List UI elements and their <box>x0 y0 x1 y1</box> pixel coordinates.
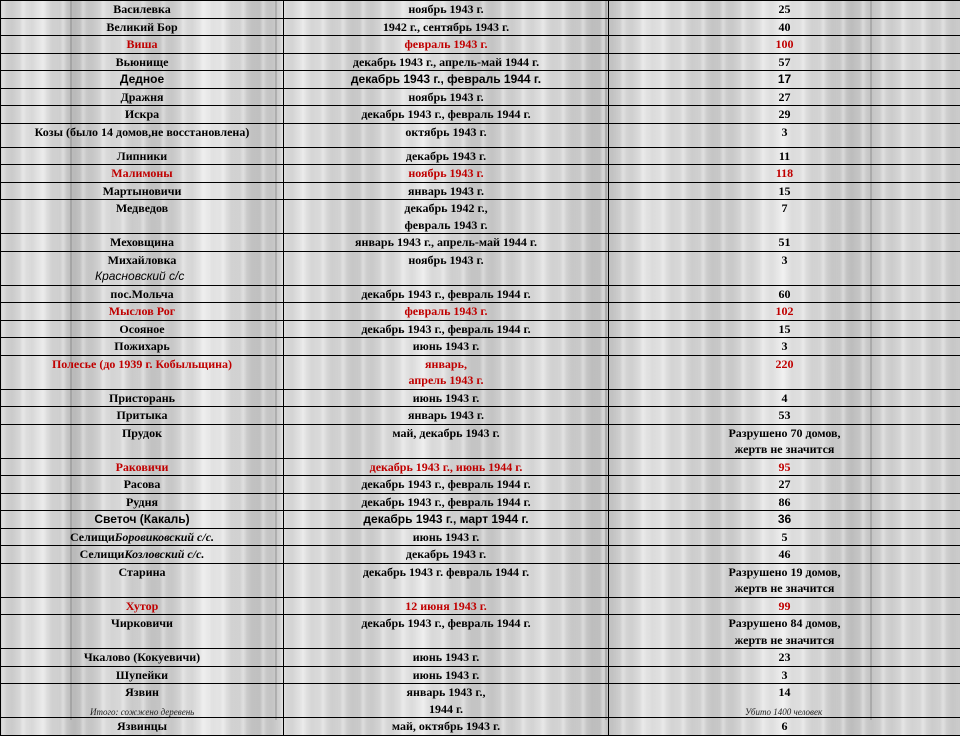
victims-cell <box>609 546 960 564</box>
village-name: Козы (было 14 домов,не восстановлена) <box>35 125 250 139</box>
victims-count: 57 <box>611 54 958 71</box>
village-name: Мыслов Рог <box>109 304 175 318</box>
table-row <box>1 546 960 564</box>
village-name: Старина <box>118 565 165 579</box>
burn-date: январь, <box>286 356 606 373</box>
village-name-cell <box>1 407 284 425</box>
burn-date: декабрь 1943 г., февраль 1944 г. <box>286 615 606 632</box>
table-row <box>1 251 960 285</box>
burn-date-cell <box>284 106 609 124</box>
burn-date-cell <box>284 476 609 494</box>
victims-cell <box>609 106 960 124</box>
village-name: Рудня <box>126 495 158 509</box>
village-name-cell <box>1 511 284 529</box>
burn-date: декабрь 1942 г., <box>286 200 606 217</box>
victims-count: 95 <box>611 459 958 476</box>
village-name: Светоч (Какаль) <box>94 512 189 526</box>
burn-date-cell <box>284 88 609 106</box>
victims-cell <box>609 88 960 106</box>
village-name-cell <box>1 528 284 546</box>
burn-date-cell <box>284 511 609 529</box>
burn-date-cell <box>284 338 609 356</box>
burn-date-cell <box>284 234 609 252</box>
village-name-cell <box>1 389 284 407</box>
village-name-cell <box>1 320 284 338</box>
victims-count: 46 <box>611 546 958 563</box>
burn-date: январь 1943 г. <box>286 183 606 200</box>
village-council: Красновский с/с <box>3 268 281 285</box>
burn-date-cell <box>284 493 609 511</box>
burn-date: ноябрь 1943 г. <box>286 165 606 182</box>
table-row <box>1 511 960 529</box>
victims-cell <box>609 165 960 183</box>
village-name-cell <box>1 88 284 106</box>
burn-date: декабрь 1943 г. <box>286 546 606 563</box>
village-name-cell <box>1 1 284 19</box>
victims-count: 86 <box>611 494 958 511</box>
burn-date-cell <box>284 147 609 165</box>
village-name-cell <box>1 424 284 458</box>
table-row <box>1 200 960 234</box>
burn-date: декабрь 1943 г., февраль 1944 г. <box>286 494 606 511</box>
victims-count: 40 <box>611 19 958 36</box>
victims-count: Разрушено 84 домов, <box>611 615 958 632</box>
victims-count: Разрушено 19 домов, <box>611 564 958 581</box>
victims-count: 5 <box>611 529 958 546</box>
victims-count: 4 <box>611 390 958 407</box>
burn-date: январь 1943 г., <box>286 684 606 701</box>
burn-date: октябрь 1943 г. <box>286 124 606 141</box>
victims-count: 102 <box>611 303 958 320</box>
table-row <box>1 18 960 36</box>
victims-cell <box>609 200 960 234</box>
village-name: Хутор <box>126 599 159 613</box>
table-row <box>1 649 960 667</box>
burn-date-cell <box>284 71 609 89</box>
burn-date-cell <box>284 684 609 718</box>
table-row <box>1 493 960 511</box>
victims-cell <box>609 36 960 54</box>
burn-date-cell <box>284 285 609 303</box>
victims-cell <box>609 615 960 649</box>
village-name-cell <box>1 285 284 303</box>
village-name: Малимоны <box>111 166 172 180</box>
burn-date: декабрь 1943 г., февраль 1944 г. <box>286 71 606 88</box>
victims-count: 3 <box>611 667 958 684</box>
victims-count: 3 <box>611 338 958 355</box>
burn-date: июнь 1943 г. <box>286 390 606 407</box>
victims-cell <box>609 285 960 303</box>
burn-date-cell <box>284 320 609 338</box>
village-name-cell <box>1 234 284 252</box>
footer-total-killed: Убито 1400 человек <box>745 707 822 717</box>
table-row <box>1 615 960 649</box>
village-name: Медведов <box>116 201 168 215</box>
village-name: Селищи <box>70 530 115 544</box>
victims-cell <box>609 182 960 200</box>
burn-date-cell <box>284 355 609 389</box>
burn-date: 1942 г., сентябрь 1943 г. <box>286 19 606 36</box>
village-name: Расова <box>124 477 161 491</box>
burn-date-cell <box>284 18 609 36</box>
burn-date: январь 1943 г. <box>286 407 606 424</box>
table-row <box>1 71 960 89</box>
burn-date-line2: 1944 г. <box>286 701 606 718</box>
victims-cell <box>609 123 960 147</box>
victims-count: 25 <box>611 1 958 18</box>
village-name: Язвинцы <box>117 719 167 733</box>
village-name-cell <box>1 147 284 165</box>
burn-date: июнь 1943 г. <box>286 529 606 546</box>
burn-date: ноябрь 1943 г. <box>286 1 606 18</box>
victims-count: 23 <box>611 649 958 666</box>
table-row <box>1 303 960 321</box>
burn-date-cell <box>284 649 609 667</box>
burn-date-cell <box>284 53 609 71</box>
victims-cell <box>609 511 960 529</box>
victims-cell <box>609 303 960 321</box>
burn-date: февраль 1943 г. <box>286 303 606 320</box>
village-name-cell <box>1 458 284 476</box>
victims-count: 27 <box>611 476 958 493</box>
village-name: Меховщина <box>110 235 174 249</box>
village-name: Дедное <box>120 72 164 86</box>
burn-date-cell <box>284 36 609 54</box>
burn-date: ноябрь 1943 г. <box>286 252 606 269</box>
burn-date: февраль 1943 г. <box>286 36 606 53</box>
table-row <box>1 718 960 736</box>
burn-date: декабрь 1943 г., февраль 1944 г. <box>286 106 606 123</box>
village-name-cell <box>1 493 284 511</box>
victims-cell <box>609 528 960 546</box>
village-name: Чкалово (Кокуевичи) <box>84 650 200 664</box>
victims-count: 53 <box>611 407 958 424</box>
village-name-cell <box>1 718 284 736</box>
village-name: Полесье (до 1939 г. Кобыльщина) <box>52 357 232 371</box>
village-name-cell <box>1 546 284 564</box>
table-row <box>1 338 960 356</box>
table-row <box>1 234 960 252</box>
victims-cell <box>609 424 960 458</box>
burn-date-cell <box>284 303 609 321</box>
burn-date: июнь 1943 г. <box>286 338 606 355</box>
victims-count: 14 <box>611 684 958 701</box>
victims-count: 36 <box>611 511 958 528</box>
victims-cell <box>609 476 960 494</box>
victims-count: 100 <box>611 36 958 53</box>
burn-date: июнь 1943 г. <box>286 649 606 666</box>
victims-count: 7 <box>611 200 958 217</box>
table-row <box>1 407 960 425</box>
victims-count: 17 <box>611 71 958 88</box>
village-name-cell <box>1 123 284 147</box>
village-name-cell <box>1 36 284 54</box>
burn-date-cell <box>284 251 609 285</box>
burn-date: май, декабрь 1943 г. <box>286 425 606 442</box>
victims-count: 6 <box>611 718 958 735</box>
village-name: Язвин <box>125 685 159 699</box>
victims-cell <box>609 563 960 597</box>
village-name-cell <box>1 251 284 285</box>
burn-date: декабрь 1943 г. <box>286 148 606 165</box>
table-row <box>1 666 960 684</box>
village-name: Вьюнище <box>116 55 169 69</box>
victims-cell <box>609 718 960 736</box>
village-name-cell <box>1 71 284 89</box>
burn-date-cell <box>284 182 609 200</box>
village-name: Виша <box>126 37 157 51</box>
table-row <box>1 88 960 106</box>
burn-date-cell <box>284 165 609 183</box>
burn-date: декабрь 1943 г., март 1944 г. <box>286 511 606 528</box>
village-name-cell <box>1 338 284 356</box>
victims-count: 3 <box>611 124 958 141</box>
village-name-cell <box>1 666 284 684</box>
victims-note: жертв не значится <box>611 632 958 649</box>
table-row <box>1 424 960 458</box>
burn-date: ноябрь 1943 г. <box>286 89 606 106</box>
burn-date: декабрь 1943 г., февраль 1944 г. <box>286 286 606 303</box>
table-row <box>1 476 960 494</box>
victims-count: 27 <box>611 89 958 106</box>
village-name-cell <box>1 165 284 183</box>
village-name: Раковичи <box>116 460 169 474</box>
table-row <box>1 36 960 54</box>
victims-cell <box>609 493 960 511</box>
village-name-cell <box>1 53 284 71</box>
table-row <box>1 106 960 124</box>
village-name: Пожихарь <box>114 339 170 353</box>
burn-date-cell <box>284 666 609 684</box>
burn-date: декабрь 1943 г., апрель-май 1944 г. <box>286 54 606 71</box>
village-name: Великий Бор <box>106 20 177 34</box>
village-name-cell <box>1 18 284 36</box>
burn-date-cell <box>284 615 609 649</box>
victims-note: жертв не значится <box>611 441 958 458</box>
burn-date-cell <box>284 718 609 736</box>
village-name: Дражня <box>120 90 163 104</box>
burn-date-cell <box>284 200 609 234</box>
victims-cell <box>609 338 960 356</box>
victims-cell <box>609 1 960 19</box>
burn-date: июнь 1943 г. <box>286 667 606 684</box>
burn-date: 12 июня 1943 г. <box>286 598 606 615</box>
victims-cell <box>609 147 960 165</box>
victims-cell <box>609 251 960 285</box>
burn-date: декабрь 1943 г., февраль 1944 г. <box>286 476 606 493</box>
table-row <box>1 563 960 597</box>
village-name-cell <box>1 597 284 615</box>
village-name: Искра <box>125 107 159 121</box>
victims-cell <box>609 234 960 252</box>
victims-cell <box>609 666 960 684</box>
victims-cell <box>609 53 960 71</box>
burn-date-cell <box>284 123 609 147</box>
village-name: Присторань <box>109 391 175 405</box>
victims-cell <box>609 320 960 338</box>
burn-date-cell <box>284 407 609 425</box>
village-name: Притыка <box>117 408 168 422</box>
victims-count: 15 <box>611 183 958 200</box>
victims-cell <box>609 597 960 615</box>
table-row <box>1 528 960 546</box>
village-name-cell <box>1 563 284 597</box>
village-name-cell <box>1 355 284 389</box>
burn-date-cell <box>284 563 609 597</box>
village-name-cell <box>1 200 284 234</box>
burn-date-cell <box>284 597 609 615</box>
burn-date-cell <box>284 546 609 564</box>
victims-count: 118 <box>611 165 958 182</box>
village-name-cell <box>1 476 284 494</box>
victims-count: 51 <box>611 234 958 251</box>
victims-cell <box>609 389 960 407</box>
table-row <box>1 53 960 71</box>
table-row <box>1 147 960 165</box>
table-row <box>1 320 960 338</box>
village-name: Мартыновичи <box>103 184 182 198</box>
table-row <box>1 389 960 407</box>
burn-date: май, октябрь 1943 г. <box>286 718 606 735</box>
table-row <box>1 458 960 476</box>
burn-date-line2: апрель 1943 г. <box>286 372 606 389</box>
village-name: Михайловка <box>108 253 177 267</box>
village-name: пос.Мольча <box>110 287 173 301</box>
burn-date: декабрь 1943 г., февраль 1944 г. <box>286 321 606 338</box>
burn-date-cell <box>284 1 609 19</box>
villages-table-body <box>1 1 960 736</box>
burn-date-cell <box>284 389 609 407</box>
village-name-cell <box>1 182 284 200</box>
victims-cell <box>609 407 960 425</box>
victims-cell <box>609 458 960 476</box>
burn-date: декабрь 1943 г. февраль 1944 г. <box>286 564 606 581</box>
burn-date: декабрь 1943 г., июнь 1944 г. <box>286 459 606 476</box>
village-name: Василевка <box>113 2 171 16</box>
victims-note: жертв не значится <box>611 580 958 597</box>
village-name: Прудок <box>122 426 162 440</box>
victims-count: 11 <box>611 148 958 165</box>
village-council: Козловский с/с. <box>124 547 204 561</box>
village-council: Боровиковский с/с. <box>115 530 214 544</box>
burn-date-cell <box>284 528 609 546</box>
burn-date: январь 1943 г., апрель-май 1944 г. <box>286 234 606 251</box>
village-name: Селищи <box>80 547 125 561</box>
victims-count: 60 <box>611 286 958 303</box>
table-row <box>1 1 960 19</box>
table-row <box>1 355 960 389</box>
village-name: Осояное <box>119 322 164 336</box>
village-name: Шупейки <box>116 668 168 682</box>
victims-count: 99 <box>611 598 958 615</box>
victims-count: 15 <box>611 321 958 338</box>
burn-date-cell <box>284 458 609 476</box>
village-name-cell <box>1 615 284 649</box>
burn-date-cell <box>284 424 609 458</box>
village-name-cell <box>1 649 284 667</box>
village-name-cell <box>1 106 284 124</box>
victims-cell <box>609 649 960 667</box>
burn-date-line2: февраль 1943 г. <box>286 217 606 234</box>
table-row <box>1 165 960 183</box>
victims-count: 220 <box>611 356 958 373</box>
victims-cell <box>609 355 960 389</box>
victims-cell <box>609 71 960 89</box>
table-row <box>1 182 960 200</box>
victims-count: Разрушено 70 домов, <box>611 425 958 442</box>
village-name: Липники <box>117 149 167 163</box>
village-name-cell <box>1 303 284 321</box>
victims-cell <box>609 18 960 36</box>
village-name: Чирковичи <box>111 616 173 630</box>
victims-count: 3 <box>611 252 958 269</box>
table-row <box>1 597 960 615</box>
table-row <box>1 285 960 303</box>
footer-total-villages: Итого: сожжено деревень <box>90 707 194 717</box>
victims-count: 29 <box>611 106 958 123</box>
table-row <box>1 123 960 147</box>
